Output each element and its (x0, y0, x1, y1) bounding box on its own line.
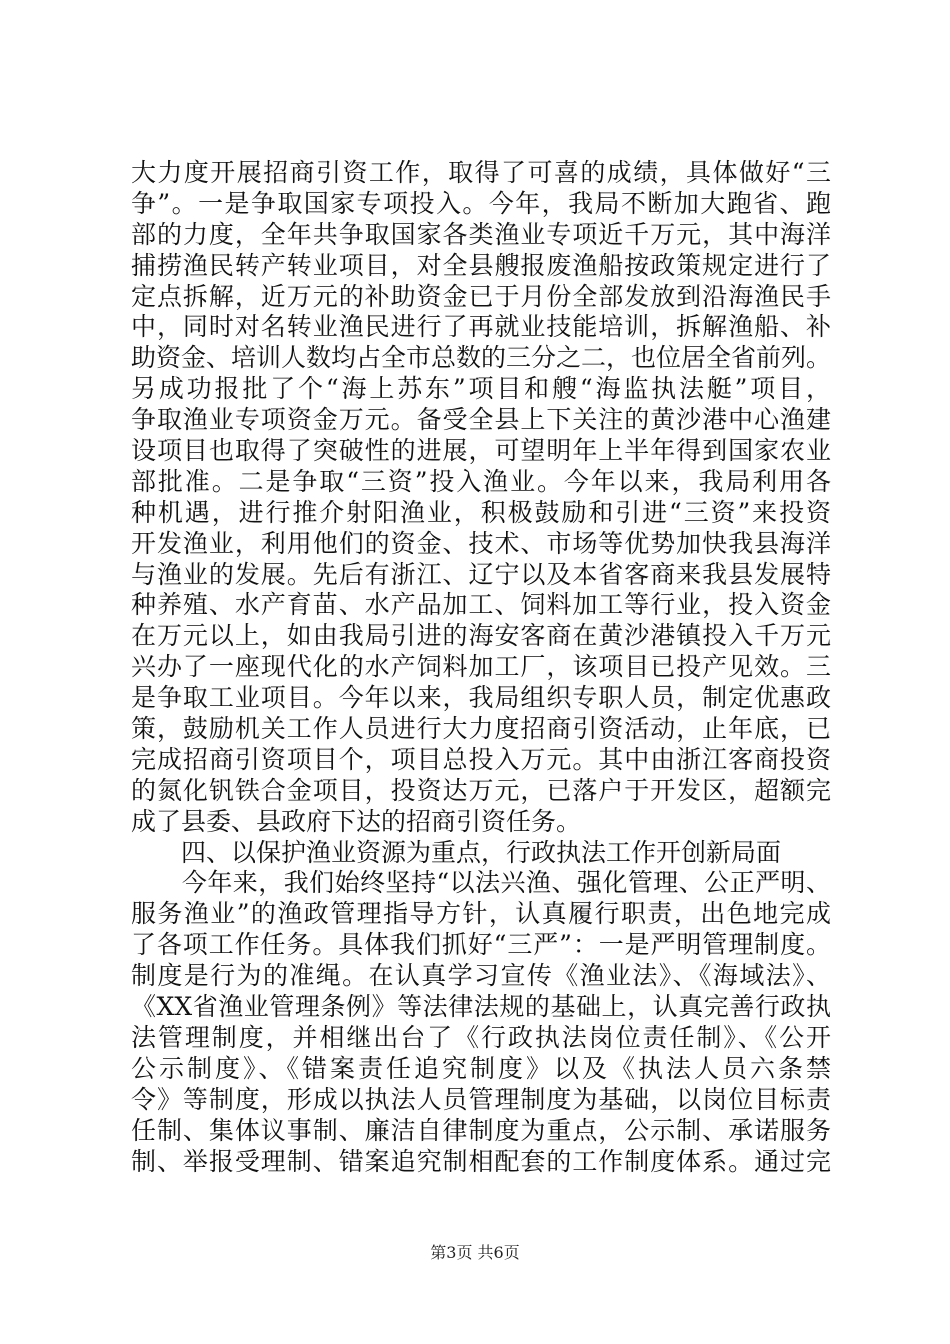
text-line: 中，同时对名转业渔民进行了再就业技能培训，拆解渔船、补 (131, 312, 831, 342)
text-line: 捕捞渔民转产转业项目，对全县艘报废渔船按政策规定进行了 (131, 250, 831, 280)
text-line: 兴办了一座现代化的水产饲料加工厂，该项目已投产见效。三 (131, 652, 831, 682)
text-line: 部的力度，全年共争取国家各类渔业专项近千万元，其中海洋 (131, 219, 831, 249)
text-line: 种机遇，进行推介射阳渔业，积极鼓励和引进“三资”来投资 (131, 497, 831, 527)
text-line: 种养殖、水产育苗、水产品加工、饲料加工等行业，投入资金 (131, 590, 831, 620)
text-line: 争取渔业专项资金万元。备受全县上下关注的黄沙港中心渔建 (131, 405, 831, 435)
text-line: 法管理制度，并相继出台了《行政执法岗位责任制》、《公开 (131, 1022, 831, 1052)
text-line: 设项目也取得了突破性的进展，可望明年上半年得到国家农业 (131, 436, 831, 466)
text-line: 令》等制度，形成以执法人员管理制度为基础，以岗位目标责 (131, 1084, 831, 1114)
text-line: 争”。一是争取国家专项投入。今年，我局不断加大跑省、跑 (131, 188, 831, 218)
text-line: 了各项工作任务。具体我们抓好“三严”：一是严明管理制度。 (131, 930, 831, 960)
text-line: 任制、集体议事制、廉洁自律制度为重点，公示制、承诺服务 (131, 1115, 831, 1145)
text-line: 部批准。二是争取“三资”投入渔业。今年以来，我局利用各 (131, 466, 831, 496)
text-line: 成了县委、县政府下达的招商引资任务。 (131, 806, 582, 836)
text-line: 在万元以上，如由我局引进的海安客商在黄沙港镇投入千万元 (131, 621, 831, 651)
text-line: 制度是行为的准绳。在认真学习宣传《渔业法》、《海域法》、 (131, 961, 831, 991)
text-line: 大力度开展招商引资工作，取得了可喜的成绩，具体做好“三 (131, 158, 831, 187)
page-footer: 第3页 共6页 (430, 1243, 520, 1262)
text-line: 是争取工业项目。今年以来，我局组织专职人员，制定优惠政 (131, 683, 831, 713)
text-line: 四、以保护渔业资源为重点，行政执法工作开创新局面 (131, 837, 782, 867)
text-line: 另成功报批了个“海上苏东”项目和艘“海监执法艇”项目， (131, 374, 831, 404)
text-line: 完成招商引资项目个，项目总投入万元。其中由浙江客商投资 (131, 744, 831, 774)
text-line: 的氮化钒铁合金项目，投资达万元，已落户于开发区，超额完 (131, 775, 831, 805)
text-line: 策，鼓励机关工作人员进行大力度招商引资活动，止年底，已 (131, 714, 831, 744)
text-line: 助资金、培训人数均占全市总数的三分之二，也位居全省前列。 (131, 343, 831, 373)
body-text (131, 158, 831, 1177)
text-line: 公示制度》、《错案责任追究制度》以及《执法人员六条禁 (131, 1053, 831, 1083)
text-line: 开发渔业，利用他们的资金、技术、市场等优势加快我县海洋 (131, 528, 831, 558)
text-line: 与渔业的发展。先后有浙江、辽宁以及本省客商来我县发展特 (131, 559, 831, 589)
text-line: 《XX省渔业管理条例》等法律法规的基础上，认真完善行政执 (131, 992, 831, 1022)
text-line: 服务渔业”的渔政管理指导方针，认真履行职责，出色地完成 (131, 899, 831, 929)
text-line: 制、举报受理制、错案追究制相配套的工作制度体系。通过完 (131, 1146, 831, 1176)
text-line: 定点拆解，近万元的补助资金已于月份全部发放到沿海渔民手 (131, 281, 831, 311)
text-line: 今年来，我们始终坚持“以法兴渔、强化管理、公正严明、 (131, 868, 831, 898)
